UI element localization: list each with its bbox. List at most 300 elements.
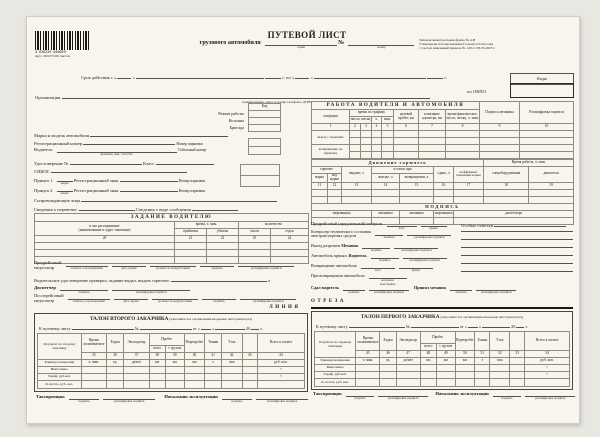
barcode — [35, 31, 89, 50]
codes-box: Коды — [510, 73, 574, 85]
col-num: 4 — [372, 124, 382, 131]
notes-blank — [461, 266, 573, 272]
talon-first-customer: ТАЛОН ПЕРВОГО ЗАКАЗЧИКА (заполняется в организации-владельце автотранспорта) К путевому листу № от « » 20 г. Результат по первому заказчику Время оплачиваемое Ездки Экспедитор Пробег Перепробег Тонны Т-км Всего к оплате всего с грузом 45 46 47 48 49 50 51 52 53 54 Единица измерения ч. мин. ед. да/нет км км км т ткм руб. коп. Выполнено × Тариф, руб.коп. × К оплате, руб. коп. — [311, 311, 573, 390]
talon-col-overrun: Перепробег — [184, 334, 205, 353]
talon-note: (заполняется в организации-владельце автотранспорта) — [440, 315, 524, 319]
quote: » — [211, 326, 215, 331]
state-notok-hint: неисправен — [379, 281, 396, 286]
col-num: 11 — [312, 182, 328, 189]
sign-hint: подпись — [370, 248, 382, 252]
class-blank — [156, 159, 214, 165]
reg-number-label: Регистрационный номер — [34, 141, 83, 146]
sign-mechanic: механика — [400, 210, 434, 217]
reg-sign-label: Регистрационный знак — [73, 188, 119, 193]
quote: » — [132, 75, 135, 80]
year-suffix: г. — [260, 326, 263, 331]
col-num: 36 — [106, 353, 124, 360]
sign-hint: подпись — [348, 290, 360, 294]
talon-second-signatures — [36, 394, 306, 404]
col-num: 53 — [510, 351, 525, 358]
year-suffix: г. — [525, 324, 528, 329]
right-column — [311, 101, 573, 421]
work-col-minutes: мин. — [382, 117, 394, 124]
okpo-label: по ОКПО — [467, 89, 486, 94]
month-blank — [136, 73, 264, 79]
talon-col-trips: Ездки — [380, 332, 396, 351]
trailer2-line — [34, 186, 205, 196]
license-label: Удостоверение № — [34, 161, 69, 166]
number-sign: № — [338, 39, 345, 47]
organization-line — [35, 93, 430, 100]
month-blank — [314, 73, 426, 79]
from-label: от « — [459, 324, 467, 329]
col-num: 22 — [207, 236, 239, 243]
decode-hint: расшифровка подписи — [414, 235, 445, 239]
title-block — [177, 30, 437, 50]
numbers-box — [248, 138, 281, 155]
number-hint: номер — [377, 45, 386, 50]
exit-allowed-label: Выезд разрешен — [311, 243, 341, 248]
col-num: 38 — [149, 353, 165, 360]
year-blank — [265, 73, 281, 79]
validity-line — [81, 73, 447, 80]
talon-col-run-loaded: с грузом — [165, 346, 184, 353]
license-line — [34, 159, 214, 166]
task-col-departure: убытия — [207, 229, 239, 236]
parking-number-label: Номер парковки — [178, 189, 206, 193]
escort-line — [34, 196, 277, 203]
work-col-operations: операции — [312, 110, 350, 124]
driver-hint: фамилия, имя, отчество — [100, 152, 133, 156]
sign-fueler: заправщика — [312, 210, 372, 217]
parking-cell — [249, 139, 281, 147]
post-med-label2: медосмотр — [34, 297, 55, 303]
check-label: Водительское удостоверение проверил, задание выдал, выдать горючего — [34, 278, 170, 283]
cut-line-word-2: ОТРЕЗА — [311, 299, 346, 304]
x-mark: × — [257, 367, 304, 374]
trailer-parking-box — [240, 164, 280, 187]
quote: » — [478, 324, 482, 329]
work-col-decode: Расшифровка подписи — [520, 102, 574, 124]
to-sheet-label: К путевому листу — [316, 324, 348, 329]
col-num: 40 — [184, 353, 205, 360]
taxer-label: Таксировщик — [36, 394, 65, 399]
talon-col-result: Результат по первому заказчику — [315, 332, 356, 358]
col-num: 8 — [446, 124, 480, 131]
col-num: 45 — [356, 351, 380, 358]
talon-title-line — [37, 316, 305, 322]
waybill-form — [26, 16, 580, 424]
col-num: 35 — [81, 353, 106, 360]
col-num: 44 — [257, 353, 304, 360]
form-note-line: с учетом изменений приказа № 120 от 03.05.2023 г. — [419, 45, 496, 50]
form-subtitle-line — [177, 40, 437, 50]
task-col-disposal — [35, 222, 175, 236]
sign-hint: подпись — [379, 258, 391, 262]
talon-col-run: Пробег — [420, 332, 455, 344]
talon-col-extra — [510, 332, 525, 351]
pre-control-label: Предрейсовый (предсменный) контроль — [311, 221, 383, 226]
work-row-exit: выезд с парковки — [312, 131, 350, 145]
decode-hint: расшифровка подписи — [387, 396, 419, 400]
work-col-mech-sign: Подпись механика — [480, 102, 520, 124]
talon-col-total: Всего к оплате — [257, 334, 304, 353]
sign-hint: подпись — [213, 299, 225, 303]
sign-hint: подпись — [78, 290, 90, 294]
quote: » — [310, 75, 313, 80]
sheet-blank — [349, 322, 405, 328]
col-num: 7 — [419, 124, 446, 131]
reg-sign-label: Регистрационный знак — [73, 178, 119, 183]
talon-col-expeditor: Экспедитор — [124, 334, 149, 353]
work-table — [311, 101, 573, 159]
reg-number-blank — [83, 139, 175, 145]
barcode-block — [35, 31, 89, 59]
exit-allowed-line — [311, 243, 438, 253]
date-hint: дата — [374, 268, 381, 272]
model-blank — [90, 131, 228, 137]
work-col-hours: ч. — [372, 117, 382, 124]
escort-label: Сопровождающие лица — [34, 198, 81, 203]
talon-col-expeditor: Экспедитор — [396, 332, 420, 351]
col-num: 52 — [490, 351, 510, 358]
okpo-code-box — [510, 83, 574, 98]
trailer2-label: Прицеп 2 — [34, 188, 53, 193]
decode-hint: расшифровка подписи — [136, 290, 167, 294]
work-title: РАБОТА ВОДИТЕЛЯ И АВТОМОБИЛЯ — [312, 102, 480, 110]
med-mark-hint: отметка о прохождении — [72, 299, 105, 303]
decode-hint: расшифровка подписи — [480, 290, 512, 294]
brigade-cell — [249, 125, 281, 132]
talon-col-extra — [242, 334, 257, 353]
decode-hint: расшифровка подписи — [251, 266, 282, 270]
decode-hint: расшифровка подписи — [266, 399, 298, 403]
post-med-line — [34, 294, 296, 304]
controller-line — [311, 230, 451, 240]
talon-row-done: Выполнено — [315, 365, 356, 372]
code-box — [248, 103, 281, 132]
transport-info-line — [34, 205, 238, 212]
talon-col-tons: Тонны — [475, 332, 490, 351]
x-mark: × — [525, 372, 570, 379]
brigade-label: Бригада — [229, 125, 244, 130]
post-med-label1: Послерейсовый — [34, 293, 64, 298]
transport-blank — [79, 205, 135, 211]
talon-sheet-line — [39, 324, 305, 331]
cut-line — [311, 307, 573, 309]
date-hint: дата — [398, 226, 405, 230]
talon-second-customer: ТАЛОН ВТОРОГО ЗАКАЗЧИКА (заполняется в организации-владельце автотранспорта) К путевому листу № от « » 20 г. Результат по второму заказчику Время оплачиваемое Ездки Экспедитор Пробег Перепробег Тонны Т-км Всего к оплате всего с грузом 35 36 37 38 39 40 41 42 43 44 Единица измерения ч. мин. ед. да/нет км км км т ткм руб. коп. Выполнено × Тариф, руб.коп. × К оплате, руб. коп. — [34, 313, 308, 392]
task-col-hours: часов — [239, 229, 271, 236]
tab-number-label: Табельный номер — [177, 148, 207, 152]
time-hint: время — [411, 268, 420, 272]
task-col-arrival: прибытия — [175, 229, 207, 236]
form-subtitle: грузового автомобиля — [199, 39, 261, 47]
talon-col-run-loaded: с грузом — [437, 344, 456, 351]
sign-hint: подпись — [211, 266, 223, 270]
col-num: 2 — [350, 124, 361, 131]
col-num: 39 — [165, 353, 184, 360]
vehicle-return-line — [311, 263, 433, 273]
col-num: 16 — [434, 182, 454, 189]
work-col-actual: время фактическое, число, месяц, ч. мин. — [446, 110, 480, 124]
col-num: 9 — [480, 124, 520, 131]
form-title: ПУТЕВОЙ ЛИСТ — [267, 30, 347, 40]
controller-label1: Контролер технического состояния — [311, 229, 372, 234]
talon-col-overrun: Перепробег — [455, 332, 475, 351]
fuel-col-fuel: горючее — [312, 167, 342, 174]
col-num: 17 — [454, 182, 484, 189]
col-num: 24 — [271, 236, 309, 243]
col-num: 48 — [420, 351, 436, 358]
fuel-col-handed: сдано, л — [434, 167, 454, 183]
decode-hint: расшифровка подписи — [409, 258, 440, 262]
talon-col-time: Время оплачиваемое — [356, 332, 380, 351]
article-number: Арт. 130137/100 листов — [35, 54, 70, 59]
talon-col-trips: Ездки — [106, 334, 124, 353]
talon-row-pay: К оплате, руб. коп. — [38, 381, 82, 389]
disposal-line2: (наименование и адрес заказчика) — [78, 227, 131, 232]
col-num: 37 — [124, 353, 149, 360]
col-num: 20 — [35, 236, 175, 243]
model-line — [34, 131, 228, 138]
number-sign: № — [134, 326, 139, 331]
talon-row-rate: Тариф, руб.коп. — [315, 372, 356, 379]
col-num: 18 — [484, 182, 529, 189]
col-num: 1 — [312, 124, 350, 131]
pre-med-label1: Предрейсовый — [34, 260, 62, 265]
decode-hint: расшифровка подписи — [401, 248, 432, 252]
talon-row-units: Единица измерения — [315, 358, 356, 365]
x-mark: × — [257, 374, 304, 381]
col-num: 12 — [328, 182, 342, 189]
col-num: 49 — [437, 351, 456, 358]
col-num: 10 — [520, 124, 574, 131]
sign-fueler: заправщика — [434, 210, 454, 217]
driver-task-table — [34, 213, 308, 264]
col-num: 42 — [221, 353, 242, 360]
model-label: Марка и модель автомобиля — [34, 133, 90, 138]
transport-label: Сведения о перевозке: — [34, 207, 78, 212]
year-blank — [251, 324, 259, 330]
reg-sign-blank — [120, 186, 178, 192]
fuel-table — [311, 159, 573, 225]
talon-col-time: Время оплачиваемое — [81, 334, 106, 353]
series-hint: серия — [297, 45, 305, 50]
pre-med-label2: медосмотр — [34, 264, 55, 270]
tab-number-cell — [249, 147, 281, 155]
col-num: 54 — [525, 351, 570, 358]
validity-prefix: Срок действия с « — [81, 75, 117, 80]
notes-blank — [461, 226, 573, 232]
sign-hint: подпись — [78, 399, 90, 403]
left-column — [34, 101, 308, 419]
message-label: Сведения о виде сообщения — [136, 207, 191, 212]
col-num: 43 — [242, 353, 257, 360]
talon-first-title: ТАЛОН ПЕРВОГО ЗАКАЗЧИКА — [360, 314, 440, 320]
time-hint: время — [429, 226, 438, 230]
notes-label: Особые отметки — [461, 223, 494, 228]
form-note-line: Утверждена постановлением Госкомстата России — [419, 41, 493, 46]
license-check-line — [34, 276, 270, 283]
col-num: 51 — [475, 351, 490, 358]
handed-label: Сдал водитель — [311, 285, 339, 290]
col-num: 50 — [455, 351, 475, 358]
col-num: 14 — [372, 182, 400, 189]
controller-label2: автотранспортных средств — [311, 233, 357, 239]
col-num: 46 — [380, 351, 396, 358]
organization-hint: наименование, адрес и номер телефона, ОГРН — [242, 100, 312, 104]
barcode-digits: 4 630229 046059 — [35, 50, 66, 54]
sheet-blank — [72, 324, 134, 330]
dispatcher-label: Диспетчер — [34, 285, 56, 290]
license-blank — [70, 159, 142, 165]
task-col-trips: ездок — [271, 229, 309, 236]
col-num: 41 — [205, 353, 221, 360]
form-note-line: Типовая межотраслевая форма № 4-В — [419, 38, 476, 42]
driver-line — [34, 147, 206, 157]
vehicle-accepted-line — [311, 253, 447, 263]
sign-hint: подпись — [501, 396, 513, 400]
message-blank — [192, 205, 238, 211]
col-num: 13 — [342, 182, 372, 189]
organization-blank — [62, 93, 430, 99]
fuel-col-engine: двигателя — [529, 167, 574, 183]
day-blank — [295, 73, 309, 79]
code-header: Код — [249, 104, 281, 111]
chief-label: Начальник эксплуатации — [435, 391, 489, 396]
notes-blank — [461, 234, 573, 240]
day-blank — [468, 322, 478, 328]
number-blank — [411, 322, 459, 328]
fuel-title: Движение горючего — [312, 160, 484, 167]
notes-blank — [461, 242, 573, 248]
talon-col-total: Всего к оплате — [525, 332, 570, 351]
fuel-col-equipment: спецоборудования — [484, 167, 529, 183]
disposal-line1: в чье распоряжение — [89, 223, 120, 228]
cut-line-word-1: ЛИНИЯ — [269, 305, 301, 310]
talon-col-run: Пробег — [149, 334, 184, 346]
x-mark: × — [525, 365, 570, 372]
number-sign: № — [405, 324, 410, 329]
fuel-col-brand: марка — [312, 174, 328, 183]
brand-hint: марка — [60, 181, 69, 185]
med-position-hint: должность медработника — [157, 299, 193, 303]
sign-title: ПОДПИСЬ — [312, 203, 574, 210]
sign-hint: подпись — [455, 290, 467, 294]
month-blank — [482, 322, 510, 328]
fuel-col-on-return: возвращении, л — [400, 174, 434, 183]
talon-row-pay: К оплате, руб. коп. — [315, 379, 356, 387]
trailer1-line — [34, 176, 205, 186]
driver-label: Водитель — [34, 147, 53, 152]
fuel-col-coef: коэффициент изменения нормы — [454, 167, 484, 183]
med-position-hint: должность медработника — [155, 266, 191, 270]
pre-med-line — [34, 261, 294, 271]
fuel-col-brand-code: код марки — [328, 174, 342, 183]
snils-label: СНИЛС — [34, 169, 50, 174]
trailer1-label: Прицеп 1 — [34, 178, 53, 183]
form-approval-note — [419, 39, 573, 51]
day-blank — [201, 324, 211, 330]
talon-col-tkm: Т-км — [221, 334, 242, 353]
reg-sign-blank — [120, 176, 178, 182]
parking-number-label: Номер парковки — [176, 142, 203, 146]
trailer1-parking-cell — [241, 165, 280, 176]
accepted-label: Автомобиль принял. — [311, 253, 348, 258]
task-col-time: время, ч. мин. — [175, 222, 239, 229]
liters-label: л — [267, 278, 271, 283]
year-prefix: 20 — [511, 324, 516, 329]
work-col-schedule: время по графику — [350, 110, 394, 117]
med-datetime-hint: дата, время — [121, 266, 137, 270]
talon-row-units: Единица измерения — [38, 360, 82, 367]
class-label: Класс — [142, 161, 155, 166]
sign-hint: подпись — [231, 399, 243, 403]
talon-row-rate: Тариф, руб.коп. — [38, 374, 82, 381]
to-sheet-label: К путевому листу — [39, 326, 71, 331]
work-col-odometer: показание одометра, км — [419, 110, 446, 124]
sign-hint: подпись — [383, 235, 395, 239]
task-col-quantity: количество — [239, 222, 309, 229]
validity-suffix: г. — [444, 75, 447, 80]
year-prefix: 20 — [246, 326, 251, 331]
talon-sheet-line — [316, 322, 570, 329]
talon-col-result: Результат по второму заказчику — [38, 334, 82, 360]
parking-number-label: Номер парковки — [178, 179, 206, 183]
decode-hint: расшифровка подписи — [373, 290, 405, 294]
task-title: ЗАДАНИЕ ВОДИТЕЛЮ — [35, 214, 309, 222]
taxer-label: Таксировщик — [313, 391, 342, 396]
talon-second-title: ТАЛОН ВТОРОГО ЗАКАЗЧИКА — [89, 316, 169, 322]
sign-dispatcher: диспетчера — [454, 210, 574, 217]
work-row-return: возвращение на парковку — [312, 145, 350, 159]
talon-col-tons: Тонны — [205, 334, 221, 353]
mode-cell — [249, 111, 281, 118]
talon-first-signatures — [313, 391, 571, 401]
from-label: от « — [192, 326, 200, 331]
month-blank — [215, 324, 245, 330]
talon-col-tkm: Т-км — [490, 332, 510, 351]
fuel-col-work-time: Время работы, ч. мин. — [484, 160, 574, 167]
validity-mid: г. по « — [282, 75, 295, 80]
col-num: 23 — [239, 236, 271, 243]
day-blank — [117, 73, 131, 79]
column-label: Колонна — [228, 118, 244, 123]
col-num: 5 — [382, 124, 394, 131]
organization-label: Организация — [35, 95, 61, 100]
talon-col-run-total: всего — [149, 346, 165, 353]
state-ok-hint: исправен — [381, 278, 394, 282]
snils-line — [34, 167, 187, 174]
on-return-label: При возвращении автомобиль — [311, 273, 365, 278]
column-cell — [249, 118, 281, 125]
med-datetime-hint: дата, время — [123, 299, 139, 303]
fuel-col-issued: выдано, л — [342, 167, 372, 183]
fuel-amount-blank — [171, 276, 267, 282]
talon-col-run-total: всего — [420, 344, 436, 351]
brand-hint: марка — [60, 191, 69, 195]
year-blank — [516, 322, 524, 328]
mode-label: Режим работы — [218, 111, 244, 116]
col-num: 47 — [396, 351, 420, 358]
med-mark-hint: отметка о прохождении — [70, 266, 103, 270]
talon-row-done: Выполнено — [38, 367, 82, 374]
fuel-col-on-exit: выезде, л — [372, 174, 400, 183]
talon-title-line — [314, 314, 570, 320]
driver-label: Водитель — [348, 253, 367, 258]
number-blank — [140, 324, 192, 330]
